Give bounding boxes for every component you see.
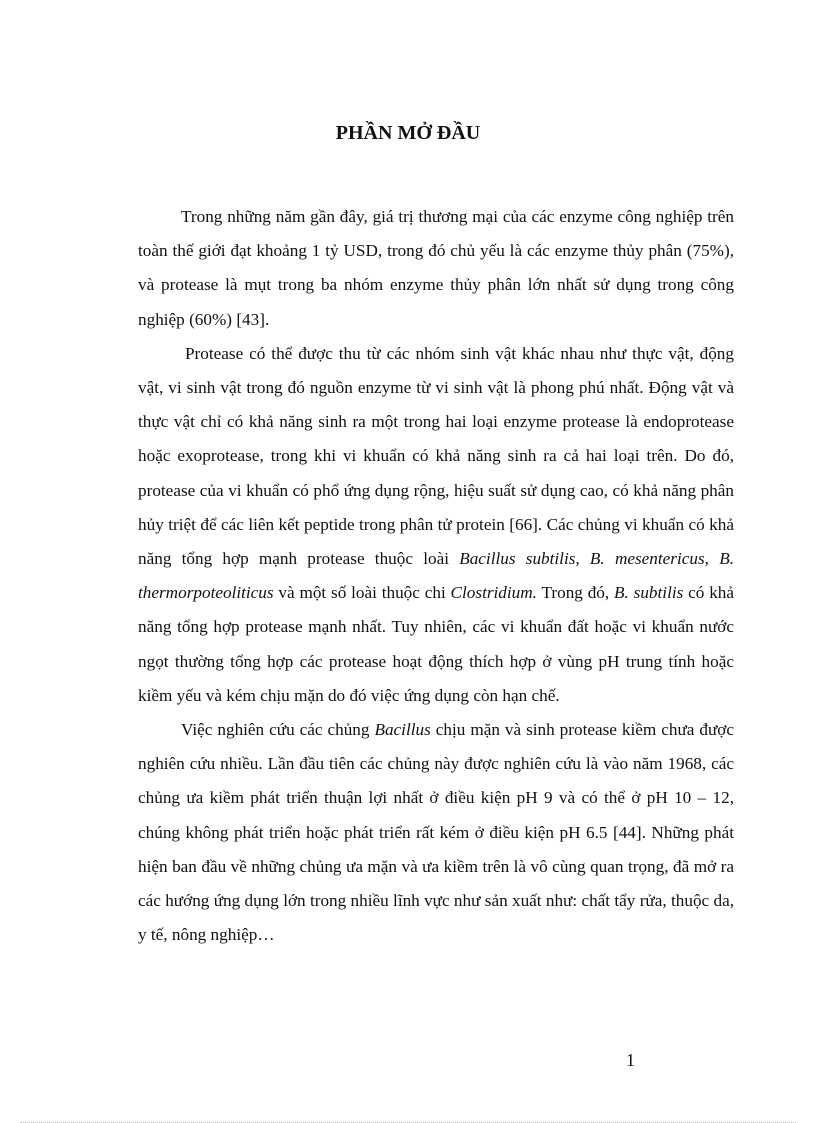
genus-bacillus: Bacillus [374,720,431,740]
paragraph-2-text-c: Trong đó, [536,583,615,603]
paragraph-2-text-a: Protease có thể được thu từ các nhóm sinh vật khác nhau như thực vật, động vật, vi sinh vật trong đó nguồn enzyme từ vi sinh vật là phong phú nhất. Động vật và thực vật chỉ có khả năng sinh ra một trong hai loại enzyme protease là endoprotease hoặc exoprotease, trong khi vi khuẩn có khả năng sinh ra cả hai loại trên. Do đó, protease của vi khuẩn có phổ ứng dụng rộng, hiệu suất sử dụng cao, có khả năng phân hủy triệt để các liên kết peptide trong phân tử protein [66]. Các chủng vi khuẩn có khả năng tổng hợp mạnh protease thuộc loài [138,343,734,569]
species-b-subtilis: B. subtilis [614,583,684,603]
paragraph-2 [138,337,734,713]
page-number: 1 [626,1050,635,1070]
paragraph-3-text-b: chịu mặn và sinh protease kiềm chưa được nghiên cứu nhiều. Lần đầu tiên các chủng này được nghiên cứu là vào năm 1968, các chủng ưa kiềm phát triển thuận lợi nhất ở điều kiện pH 9 và có thể ở pH 10 – 12, chúng không phát triển hoặc phát triển rất kém ở điều kiện pH 6.5 [44]. Những phát hiện ban đầu về những chủng ưa mặn và ưa kiềm trên là vô cùng quan trọng, đã mở ra các hướng ứng dụng lớn trong nhiều lĩnh vực như sản xuất như: chất tẩy rửa, thuộc da, y tế, nông nghiệp… [138,720,734,945]
body-text [138,200,734,952]
page-title: PHẦN MỞ ĐẦU [335,122,481,144]
paragraph-1 [138,200,734,337]
paragraph-3 [138,713,734,952]
genus-clostridium: Clostridium. [450,583,537,603]
paragraph-1-text: Trong những năm gần đây, giá trị thương mại của các enzyme công nghiệp trên toàn thế giới đạt khoảng 1 tỷ USD, trong đó chủ yếu là các enzyme thủy phân (75%), và protease là mụt trong ba nhóm enzyme thủy phân lớn nhất sử dụng trong công nghiệp (60%) [43]. [138,207,734,329]
species-names: Bacillus subtilis, B. mesentericus, B. thermorpoteoliticus [138,549,734,603]
paragraph-2-text-b: và một số loài thuộc chi [273,583,451,603]
paragraph-3-text-a: Việc nghiên cứu các chủng [181,720,375,740]
paragraph-2-text-d: có khả năng tổng hợp protease mạnh nhất. Tuy nhiên, các vi khuẩn đất hoặc vi khuẩn nước ngọt thường tổng hợp các protease hoạt động thích hợp ở vùng pH trung tính hoặc kiềm yếu và kém chịu mặn do đó việc ứng dụng còn hạn chế. [138,583,735,705]
